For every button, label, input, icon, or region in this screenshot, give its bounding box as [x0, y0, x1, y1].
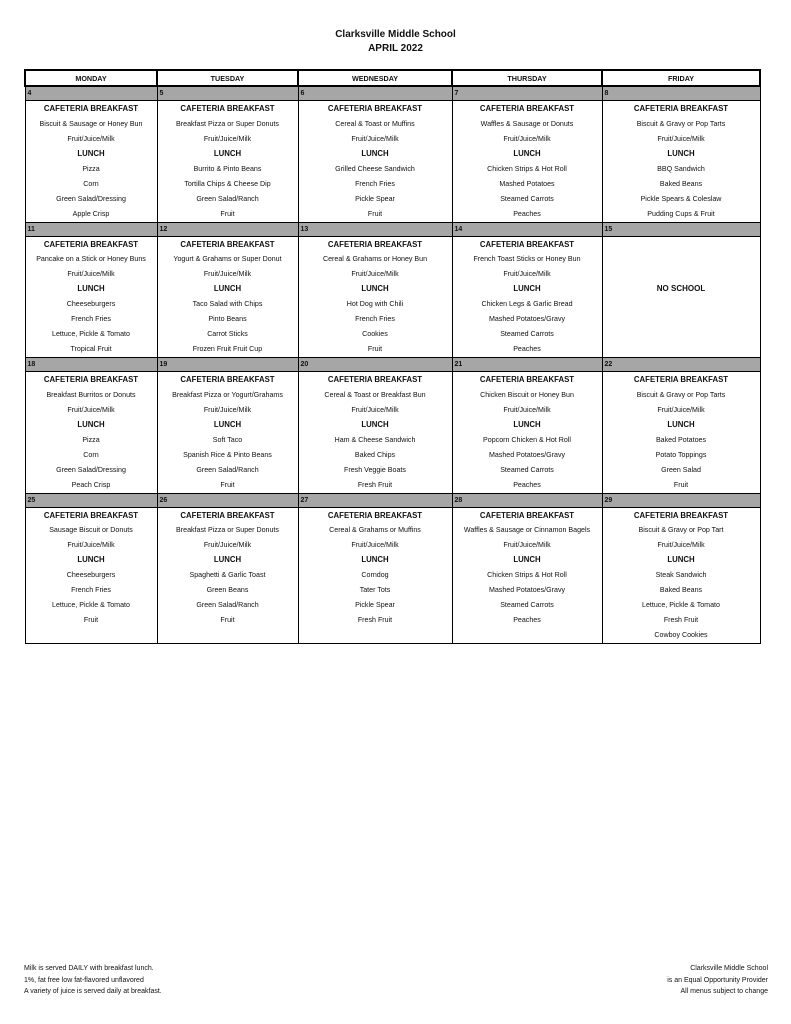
menu-item: Baked Beans	[659, 586, 703, 595]
week-row	[25, 358, 760, 494]
menu-item: Sausage Biscuit or Donuts	[49, 526, 133, 535]
day-number: 14	[453, 223, 602, 237]
week-row	[25, 493, 760, 643]
menu-items	[299, 508, 452, 629]
menu-item: Pancake on a Stick or Honey Buns	[36, 255, 146, 264]
lunch-heading: LUNCH	[667, 419, 695, 429]
menu-items	[453, 237, 602, 358]
menu-item: Peaches	[513, 345, 541, 354]
lunch-heading: LUNCH	[361, 555, 389, 565]
menu-item: Pickle Spears & Coleslaw	[640, 194, 722, 203]
menu-item: Cereal & Toast or Muffins	[335, 119, 415, 128]
menu-item: Steamed Carrots	[500, 465, 554, 474]
menu-item: Green Salad	[661, 465, 701, 474]
day-cell	[298, 86, 452, 222]
menu-items	[453, 372, 602, 493]
menu-item: Fruit/Juice/Milk	[203, 134, 252, 143]
day-number: 8	[603, 87, 760, 101]
day-cell	[452, 222, 602, 358]
menu-item: Tater Tots	[359, 586, 391, 595]
breakfast-heading: CAFETERIA BREAKFAST	[633, 510, 729, 520]
menu-item: French Toast Sticks or Honey Bun	[473, 255, 581, 264]
breakfast-heading: CAFETERIA BREAKFAST	[479, 104, 575, 113]
menu-item: Pinto Beans	[208, 315, 247, 324]
menu-item: Grilled Cheese Sandwich	[335, 164, 415, 173]
day-number: 4	[26, 87, 157, 101]
menu-items	[603, 372, 760, 493]
breakfast-heading: CAFETERIA BREAKFAST	[479, 375, 575, 384]
menu-item: French Fries	[71, 315, 111, 324]
menu-item: Fruit/Juice/Milk	[503, 134, 551, 143]
menu-calendar	[24, 69, 761, 644]
lunch-heading: LUNCH	[513, 555, 541, 565]
no-school-label: NO SCHOOL	[656, 283, 706, 293]
lunch-heading: LUNCH	[213, 148, 242, 158]
breakfast-heading: CAFETERIA BREAKFAST	[327, 375, 423, 384]
menu-item: Breakfast Pizza or Super Donuts	[176, 119, 279, 128]
day-cell	[602, 86, 760, 222]
day-number: 19	[158, 358, 298, 372]
day-cell	[25, 358, 157, 494]
menu-item: Chicken Legs & Garlic Bread	[481, 300, 573, 309]
menu-item: Apple Crisp	[72, 209, 110, 218]
menu-items	[158, 508, 298, 629]
menu-item: Fruit	[220, 480, 235, 489]
menu-item: Cereal & Grahams or Honey Bun	[322, 255, 428, 264]
day-cell	[25, 222, 157, 358]
menu-item: Cheeseburgers	[66, 300, 116, 309]
menu-item: Fruit/Juice/Milk	[351, 405, 399, 414]
weekday-wednesday: WEDNESDAY	[298, 70, 452, 86]
footer-right-line: All menus subject to change	[680, 988, 768, 995]
menu-items	[26, 372, 157, 493]
menu-items	[26, 101, 157, 222]
lunch-heading: LUNCH	[77, 148, 105, 158]
menu-item: Mashed Potatoes/Gravy	[488, 450, 566, 459]
menu-item: Corn	[83, 450, 99, 459]
lunch-heading: LUNCH	[513, 148, 541, 158]
menu-item: Pudding Cups & Fruit	[647, 209, 715, 218]
menu-item: Fruit/Juice/Milk	[657, 405, 705, 414]
breakfast-heading: CAFETERIA BREAKFAST	[633, 104, 729, 113]
menu-item: Cheeseburgers	[66, 571, 116, 580]
menu-item: Fruit	[220, 209, 235, 218]
lunch-heading: LUNCH	[513, 419, 541, 429]
menu-item: Pizza	[82, 164, 100, 173]
breakfast-heading: CAFETERIA BREAKFAST	[43, 104, 139, 113]
menu-item: Fresh Fruit	[357, 616, 393, 625]
menu-item: Breakfast Pizza or Yogurt/Grahams	[172, 390, 283, 399]
menu-item: Fruit/Juice/Milk	[351, 134, 399, 143]
breakfast-heading: CAFETERIA BREAKFAST	[479, 239, 575, 249]
day-number: 25	[26, 494, 157, 508]
day-number: 6	[299, 87, 452, 101]
menu-item: French Fries	[71, 586, 111, 595]
menu-item: Lettuce, Pickle & Tomato	[52, 601, 130, 610]
menu-item: Fruit/Juice/Milk	[203, 405, 252, 414]
menu-item: Popcorn Chicken & Hot Roll	[483, 435, 571, 444]
menu-item: Green Salad/Dressing	[56, 465, 126, 474]
day-number: 18	[26, 358, 157, 372]
menu-month: APRIL 2022	[368, 43, 423, 54]
menu-item: Spaghetti & Garlic Toast	[189, 571, 266, 580]
menu-item: Fruit/Juice/Milk	[203, 541, 252, 550]
lunch-heading: LUNCH	[77, 555, 105, 565]
breakfast-heading: CAFETERIA BREAKFAST	[43, 375, 139, 384]
weekday-header-row	[25, 70, 760, 86]
menu-item: Corn	[83, 179, 99, 188]
menu-item: French Fries	[355, 315, 395, 324]
day-number: 7	[453, 87, 602, 101]
day-number: 20	[299, 358, 452, 372]
day-cell	[298, 493, 452, 643]
menu-item: Waffles & Sausage or Donuts	[480, 119, 574, 128]
day-cell	[602, 222, 760, 358]
menu-item: Mashed Potatoes/Gravy	[488, 586, 566, 595]
weekday-friday: FRIDAY	[602, 70, 760, 86]
menu-item: Fruit	[83, 616, 99, 625]
menu-item: Fruit	[673, 480, 689, 489]
menu-item: Peaches	[513, 480, 541, 489]
lunch-heading: LUNCH	[361, 148, 389, 158]
lunch-heading: LUNCH	[77, 419, 105, 429]
menu-items	[299, 101, 452, 222]
menu-item: Biscuit & Sausage or Honey Bun	[39, 119, 143, 128]
breakfast-heading: CAFETERIA BREAKFAST	[327, 239, 423, 249]
lunch-heading: LUNCH	[667, 148, 695, 158]
lunch-heading: LUNCH	[213, 284, 242, 294]
menu-items	[158, 372, 298, 493]
menu-item: Fruit/Juice/Milk	[67, 405, 115, 414]
breakfast-heading: CAFETERIA BREAKFAST	[43, 510, 139, 520]
menu-items	[26, 508, 157, 629]
menu-item: Baked Chips	[354, 450, 396, 459]
footer-left-line: A variety of juice is served daily at breakfast.	[24, 988, 162, 995]
day-cell	[602, 358, 760, 494]
menu-item: Fruit/Juice/Milk	[67, 541, 115, 550]
day-number: 11	[26, 223, 157, 237]
menu-item: Biscuit & Gravy or Pop Tarts	[636, 119, 726, 128]
breakfast-heading: CAFETERIA BREAKFAST	[180, 375, 275, 384]
lunch-heading: LUNCH	[361, 284, 389, 294]
lunch-heading: LUNCH	[77, 284, 105, 294]
day-number: 13	[299, 223, 452, 237]
menu-item: Green Beans	[206, 586, 249, 595]
day-cell	[157, 222, 298, 358]
menu-items	[158, 237, 298, 358]
weekday-tuesday: TUESDAY	[157, 70, 298, 86]
menu-item: BBQ Sandwich	[657, 164, 705, 173]
menu-item: Fruit	[367, 209, 383, 218]
menu-item: Fruit/Juice/Milk	[67, 134, 115, 143]
menu-item: Pickle Spear	[355, 601, 395, 610]
day-number: 28	[453, 494, 602, 508]
day-number: 26	[158, 494, 298, 508]
day-cell	[298, 222, 452, 358]
week-row	[25, 86, 760, 222]
menu-item: Baked Beans	[659, 179, 703, 188]
menu-item: Fruit	[367, 345, 383, 354]
menu-item: Cowboy Cookies	[654, 631, 708, 639]
menu-item: Peaches	[513, 616, 541, 625]
menu-item: Potato Toppings	[655, 450, 707, 459]
breakfast-heading: CAFETERIA BREAKFAST	[180, 104, 275, 113]
menu-item: Chicken Strips & Hot Roll	[487, 571, 567, 580]
day-number: 21	[453, 358, 602, 372]
menu-item: Chicken Biscuit or Honey Bun	[480, 390, 574, 399]
menu-item: Fruit	[220, 616, 235, 625]
day-number: 5	[158, 87, 298, 101]
menu-item: Breakfast Pizza or Super Donuts	[176, 526, 279, 535]
menu-item: Breakfast Burritos or Donuts	[46, 390, 136, 399]
menu-item: Peaches	[513, 209, 541, 218]
menu-item: Hot Dog with Chili	[346, 300, 404, 309]
menu-item: Soft Taco	[212, 435, 243, 444]
menu-item: Green Salad/Dressing	[56, 194, 126, 203]
menu-item: Cereal & Toast or Breakfast Bun	[324, 390, 426, 399]
menu-item: Taco Salad with Chips	[192, 300, 263, 309]
menu-item: Mashed Potatoes/Gravy	[488, 315, 566, 324]
menu-items	[299, 372, 452, 493]
menu-item: Tortilla Chips & Cheese Dip	[184, 179, 271, 188]
day-cell	[157, 86, 298, 222]
week-row	[25, 222, 760, 358]
menu-item: Fruit/Juice/Milk	[351, 270, 399, 279]
menu-item: Lettuce, Pickle & Tomato	[52, 330, 130, 339]
school-name: Clarksville Middle School	[335, 29, 456, 40]
menu-item: Fresh Veggie Boats	[344, 465, 406, 474]
lunch-heading: LUNCH	[667, 555, 695, 565]
weekday-monday: MONDAY	[25, 70, 157, 86]
breakfast-heading: CAFETERIA BREAKFAST	[43, 239, 139, 249]
menu-item: Corndog	[361, 571, 389, 580]
lunch-heading: LUNCH	[213, 419, 242, 429]
weekday-thursday: THURSDAY	[452, 70, 602, 86]
lunch-heading: LUNCH	[513, 284, 541, 294]
menu-item: Biscuit & Gravy or Pop Tarts	[636, 390, 726, 399]
day-number: 29	[603, 494, 760, 508]
menu-item: Fruit/Juice/Milk	[67, 270, 115, 279]
menu-item: Spanish Rice & Pinto Beans	[183, 450, 272, 459]
milk-juice-note	[24, 963, 162, 998]
menu-item: Steamed Carrots	[500, 601, 554, 610]
menu-item: Cereal & Grahams or Muffins	[329, 526, 421, 535]
day-cell	[25, 86, 157, 222]
menu-items	[26, 237, 157, 358]
menu-item: Biscuit & Gravy or Pop Tart	[638, 526, 724, 535]
menu-item: Baked Potatoes	[655, 435, 707, 444]
menu-items	[453, 508, 602, 629]
footer-right-line: Clarksville Middle School	[690, 965, 768, 972]
footer-left-line: Milk is served DAILY with breakfast lunch.	[24, 965, 154, 972]
menu-item: Peach Crisp	[71, 480, 111, 489]
menu-item: Lettuce, Pickle & Tomato	[642, 601, 720, 610]
day-cell	[452, 493, 602, 643]
lunch-heading: LUNCH	[213, 555, 242, 565]
day-cell	[452, 358, 602, 494]
menu-item: Fruit/Juice/Milk	[657, 134, 705, 143]
day-cell	[157, 493, 298, 643]
day-cell	[157, 358, 298, 494]
menu-item: Fresh Fruit	[357, 480, 393, 489]
menu-item: Green Salad/Ranch	[196, 194, 259, 203]
page-header	[0, 28, 791, 56]
menu-item: Pizza	[82, 435, 100, 444]
menu-item: Waffles & Sausage or Cinnamon Bagels	[463, 526, 591, 535]
menu-item: Steamed Carrots	[500, 330, 554, 339]
menu-item: Green Salad/Ranch	[196, 465, 259, 474]
menu-item: Fruit/Juice/Milk	[503, 541, 551, 550]
menu-item: Frozen Fruit Fruit Cup	[192, 345, 263, 354]
menu-item: Carrot Sticks	[207, 330, 248, 339]
breakfast-heading: CAFETERIA BREAKFAST	[180, 510, 275, 520]
day-cell	[602, 493, 760, 643]
day-cell	[452, 86, 602, 222]
breakfast-heading: CAFETERIA BREAKFAST	[633, 375, 729, 384]
day-number: 27	[299, 494, 452, 508]
menu-item: Fruit/Juice/Milk	[503, 270, 551, 279]
menu-item: Cookies	[362, 330, 388, 339]
menu-item: Ham & Cheese Sandwich	[334, 435, 416, 444]
breakfast-heading: CAFETERIA BREAKFAST	[479, 510, 575, 520]
day-cell	[25, 493, 157, 643]
equal-opportunity-note	[667, 963, 768, 998]
footer-left-line: 1%, fat free low fat-flavored unflavored	[24, 976, 144, 984]
menu-item: Steak Sandwich	[655, 571, 707, 580]
menu-item: Fresh Fruit	[663, 616, 699, 625]
menu-item: Mashed Potatoes	[499, 179, 555, 188]
day-cell	[298, 358, 452, 494]
menu-items	[158, 101, 298, 222]
breakfast-heading: CAFETERIA BREAKFAST	[327, 104, 423, 113]
menu-items	[299, 237, 452, 358]
menu-item: Fruit/Juice/Milk	[203, 270, 252, 279]
day-number: 12	[158, 223, 298, 237]
menu-item: French Fries	[355, 179, 395, 188]
breakfast-heading: CAFETERIA BREAKFAST	[327, 510, 423, 520]
menu-item: Tropical Fruit	[70, 345, 112, 354]
breakfast-heading: CAFETERIA BREAKFAST	[180, 239, 275, 249]
menu-item: Steamed Carrots	[500, 194, 554, 203]
menu-items	[603, 101, 760, 222]
menu-items	[603, 508, 760, 643]
day-number: 22	[603, 358, 760, 372]
menu-item: Fruit/Juice/Milk	[657, 541, 705, 550]
menu-item: Pickle Spear	[355, 194, 395, 203]
menu-item: Green Salad/Ranch	[196, 601, 259, 610]
day-number: 15	[603, 223, 760, 237]
menu-item: Burrito & Pinto Beans	[193, 164, 262, 173]
menu-item: Yogurt & Grahams or Super Donut	[173, 255, 282, 264]
lunch-heading: LUNCH	[361, 419, 389, 429]
footer-right-line: is an Equal Opportunity Provider	[667, 976, 768, 984]
menu-item: Chicken Strips & Hot Roll	[487, 164, 567, 173]
menu-items	[453, 101, 602, 222]
menu-item: Fruit/Juice/Milk	[351, 541, 399, 550]
menu-item: Fruit/Juice/Milk	[503, 405, 551, 414]
